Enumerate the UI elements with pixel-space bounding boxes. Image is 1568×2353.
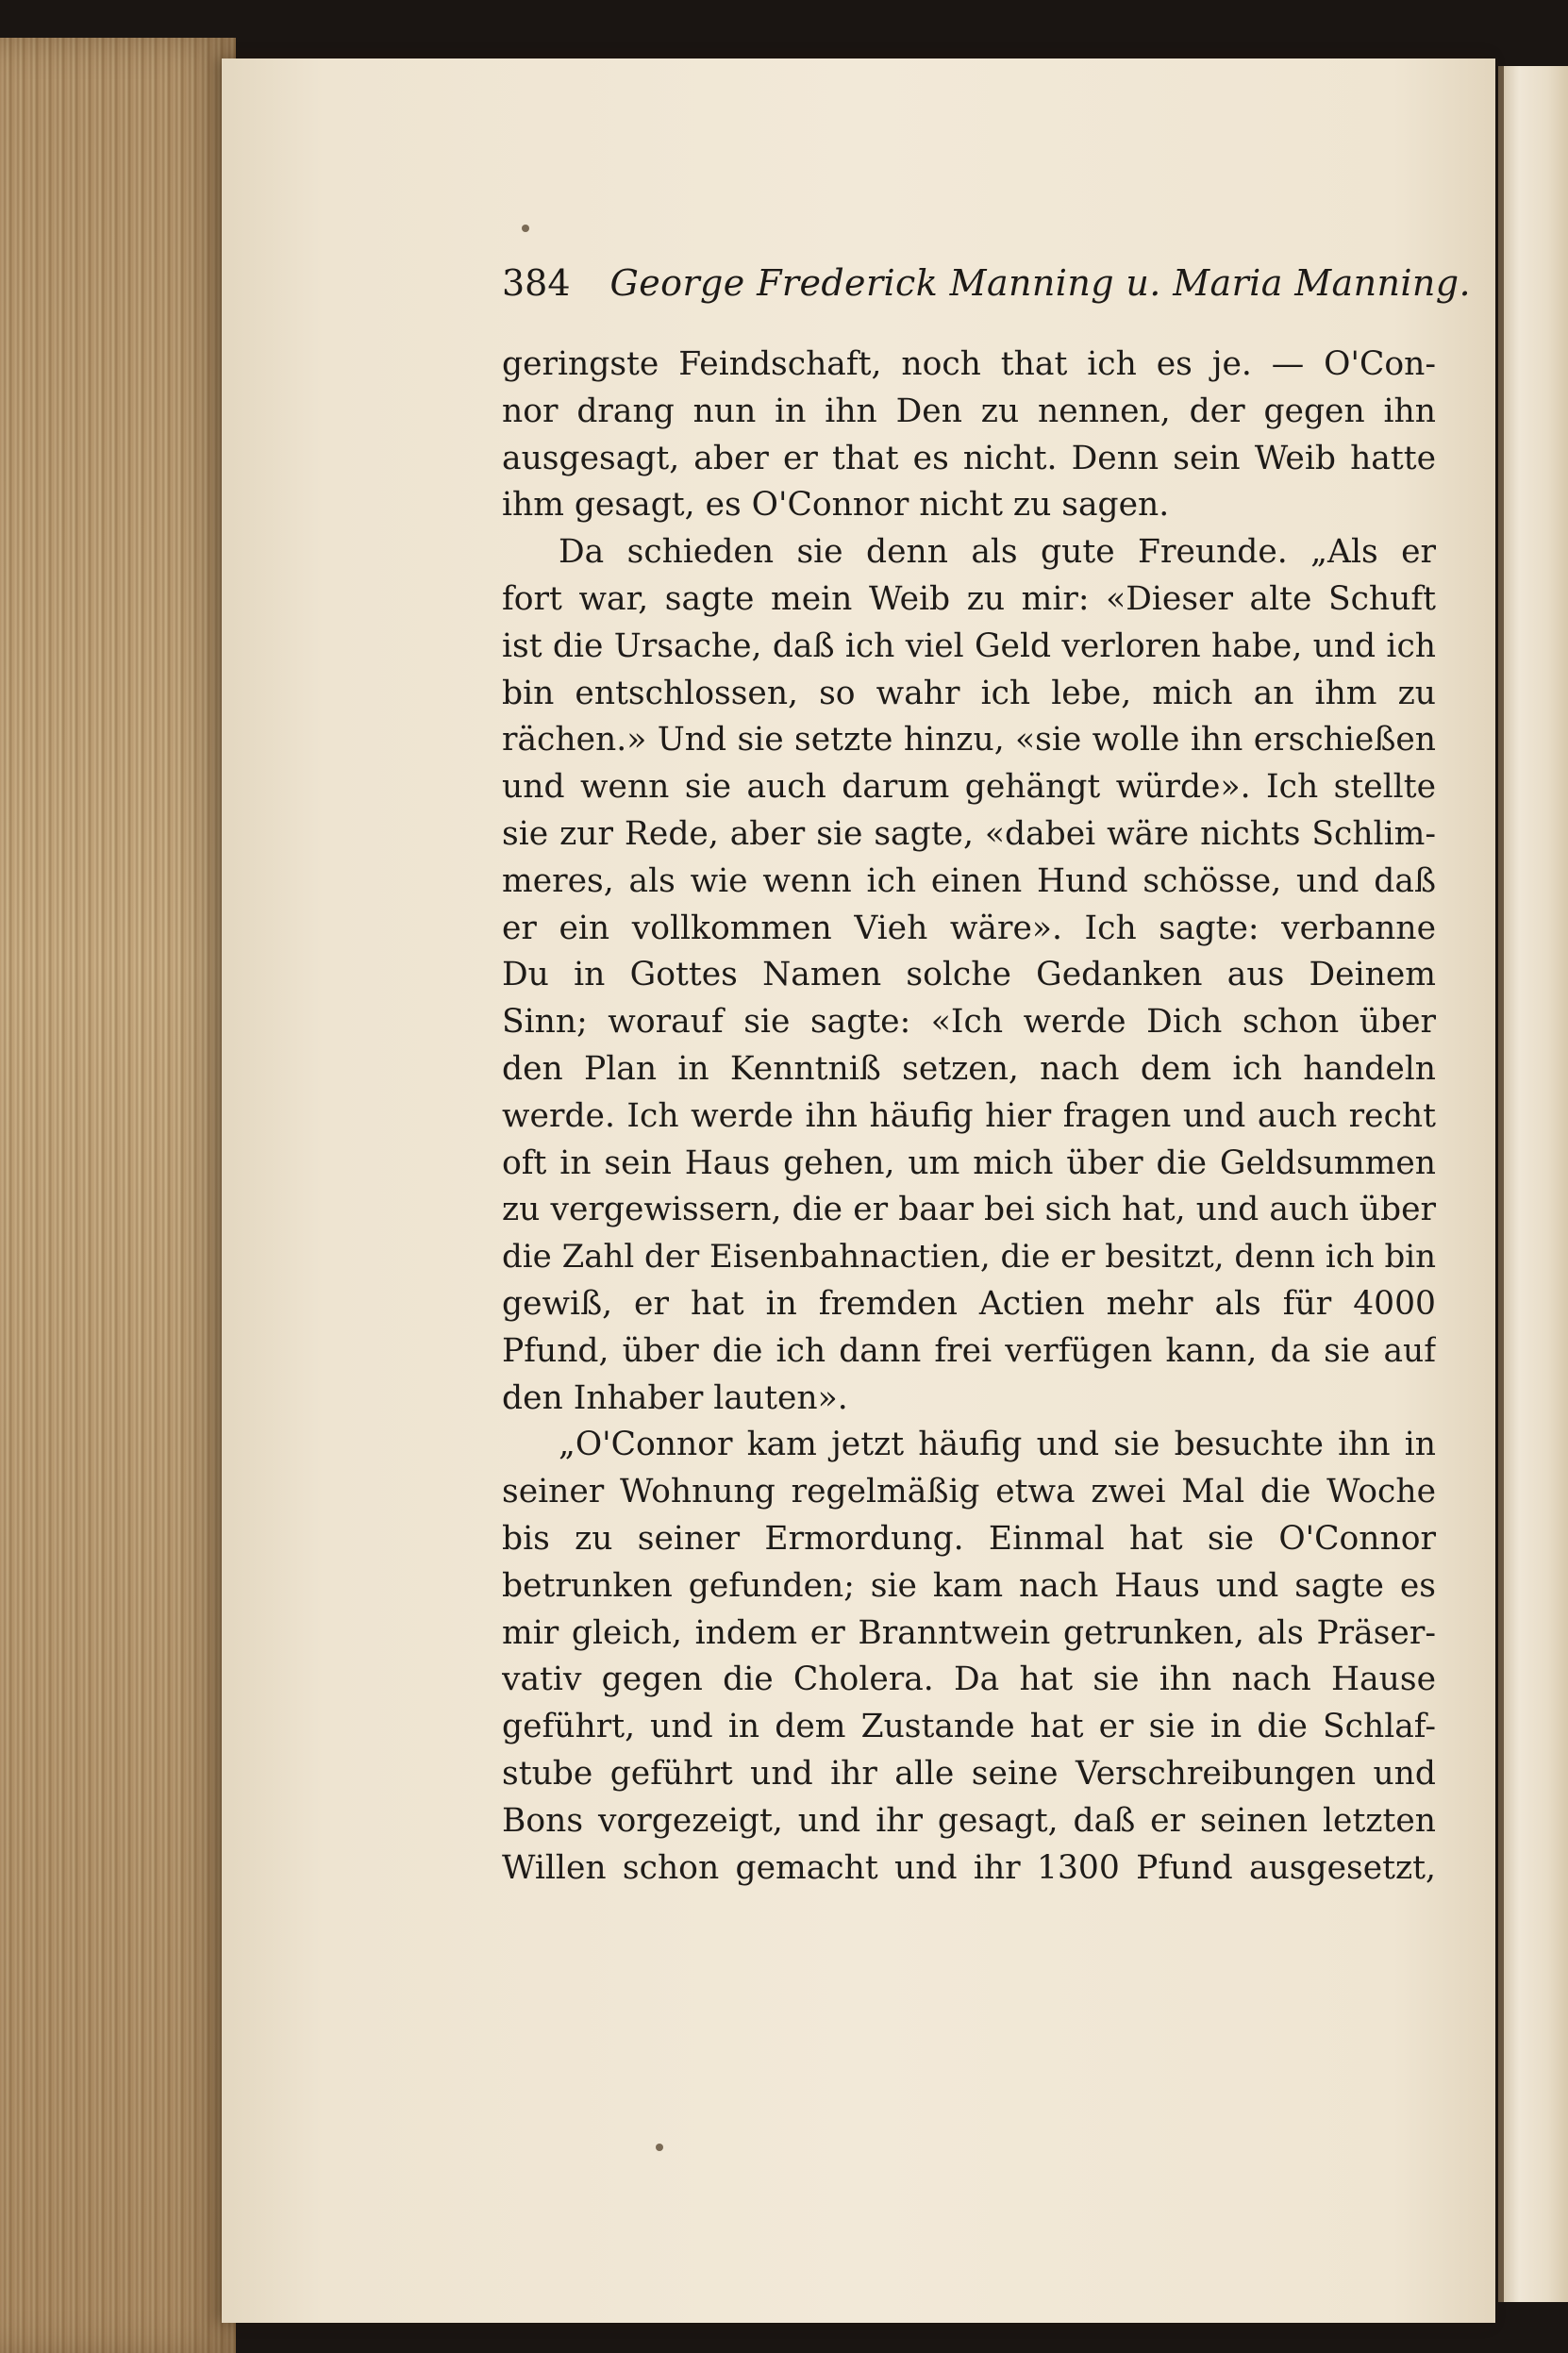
- text-line: nor drang nun in ihn Den zu nennen, der gegen ihn: [502, 392, 1436, 430]
- text-line: die Zahl der Eisenbahnactien, die er besitzt, denn ich bin: [502, 1238, 1436, 1277]
- text-line: betrunken gefunden; sie kam nach Haus und sagte es: [502, 1566, 1436, 1605]
- text-line: sie zur Rede, aber sie sagte, «dabei wäre nichts Schlim-: [502, 814, 1436, 853]
- text-line: vativ gegen die Cholera. Da hat sie ihn nach Hause: [502, 1660, 1436, 1699]
- facing-page-edge: [1498, 66, 1568, 2302]
- page-speck: [522, 225, 529, 232]
- text-line: er ein vollkommen Vieh wäre». Ich sagte: verbanne: [502, 909, 1436, 947]
- text-line: Pfund, über die ich dann frei verfügen kann, da sie auf: [502, 1331, 1436, 1370]
- text-line: „O'Connor kam jetzt häufig und sie besuchte ihn in: [559, 1426, 1436, 1464]
- text-line: ausgesagt, aber er that es nicht. Denn sein Weib hatte: [502, 439, 1436, 477]
- text-line: werde. Ich werde ihn häufig hier fragen und auch recht: [502, 1096, 1436, 1135]
- text-line: ist die Ursache, daß ich viel Geld verloren habe, und ich: [502, 626, 1436, 665]
- page-speck: [656, 2144, 663, 2151]
- body-text: [502, 342, 1436, 1892]
- text-line: ihm gesagt, es O'Connor nicht zu sagen.: [502, 486, 1170, 525]
- text-line: mir gleich, indem er Branntwein getrunken, als Präser-: [502, 1613, 1436, 1652]
- running-head: George Frederick Manning u. Maria Manning.: [609, 262, 1471, 304]
- text-line: bin entschlossen, so wahr ich lebe, mich an ihm zu: [502, 674, 1436, 712]
- text-line: den Plan in Kenntniß setzen, nach dem ich handeln: [502, 1049, 1436, 1088]
- text-line: fort war, sagte mein Weib zu mir: «Dieser alte Schuft: [502, 579, 1436, 618]
- text-line: geführt, und in dem Zustande hat er sie in die Schlaf-: [502, 1708, 1436, 1746]
- text-line: Bons vorgezeigt, und ihr gesagt, daß er seinen letzten: [502, 1801, 1436, 1840]
- text-line: geringste Feindschaft, noch that ich es je. — O'Con-: [502, 345, 1436, 383]
- page-header: [502, 262, 1471, 304]
- text-line: gewiß, er hat in fremden Actien mehr als für 4000: [502, 1284, 1436, 1323]
- text-line: Du in Gottes Namen solche Gedanken aus Deinem: [502, 956, 1436, 994]
- text-line: meres, als wie wenn ich einen Hund schösse, und daß: [502, 861, 1436, 900]
- text-line: oft in sein Haus gehen, um mich über die Geldsummen: [502, 1143, 1436, 1182]
- text-line: und wenn sie auch darum gehängt würde». Ich stellte: [502, 768, 1436, 807]
- text-line: Sinn; worauf sie sagte: «Ich werde Dich schon über: [502, 1003, 1436, 1042]
- text-line: den Inhaber lauten».: [502, 1378, 848, 1417]
- text-line: rächen.» Und sie setzte hinzu, «sie wolle ihn erschießen: [502, 721, 1436, 759]
- book-fore-edge: [0, 38, 236, 2353]
- text-line: Willen schon gemacht und ihr 1300 Pfund ausgesetzt,: [502, 1848, 1436, 1887]
- text-line: Da schieden sie denn als gute Freunde. „Als er: [559, 533, 1436, 572]
- text-line: bis zu seiner Ermordung. Einmal hat sie O'Connor: [502, 1519, 1436, 1558]
- text-line: stube geführt und ihr alle seine Verschreibungen und: [502, 1754, 1436, 1793]
- text-line: seiner Wohnung regelmäßig etwa zwei Mal die Woche: [502, 1473, 1436, 1511]
- text-line: zu vergewissern, die er baar bei sich hat, und auch über: [502, 1191, 1436, 1229]
- page-number: 384: [502, 262, 571, 304]
